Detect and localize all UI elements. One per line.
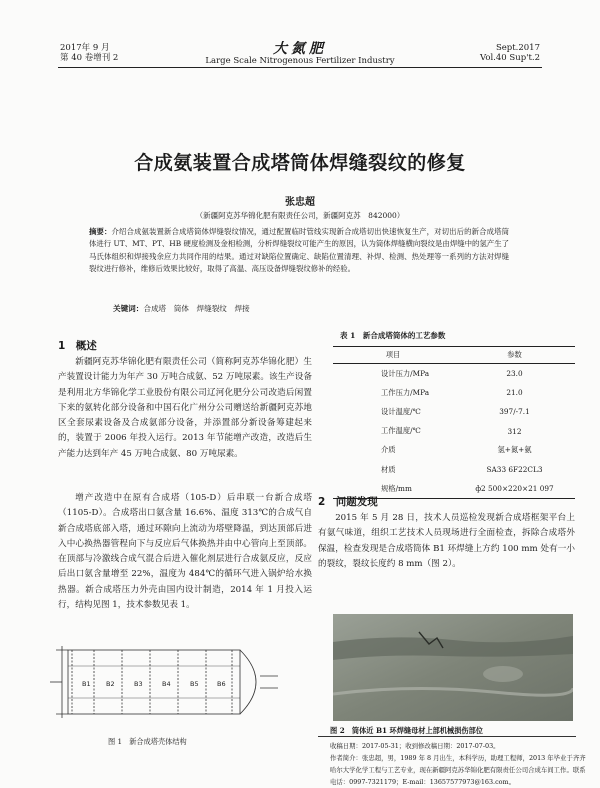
table-cell: 规格/mm xyxy=(333,479,454,499)
section-1-paragraph-1: 新疆阿克苏华锦化肥有限责任公司（简称阿克苏华锦化肥）生产装置设计能力为年产 30 万吨合成氨、52 万吨尿素。该生产设备是利用北方华锦化学工业股份有限公司辽河化肥分公司改造后闲置下来的氨转化部分设备和中国石化广州分公司赠送给新疆阿克苏地区全套尿素设备及合成氨部分设备，并添置部分新设备筹建起来的，装置于 2006 年投入运行。2013 年节能增产改造，改造后生产能力达到年产 45 万吨合成氨、80 万吨尿素。 xyxy=(58,357,312,459)
figure-2-photo xyxy=(333,614,573,721)
issue-date-cn: 2017年 9 月 xyxy=(60,43,110,53)
section-1-heading: 1 概述 xyxy=(58,340,97,352)
author-affiliation: （新疆阿克苏华锦化肥有限责任公司，新疆阿克苏 842000） xyxy=(195,211,405,220)
table-row xyxy=(333,422,575,441)
keywords-label: 关键词： xyxy=(113,304,144,313)
table-cell: ф2 500×220×21 097 xyxy=(454,479,575,499)
table-cell: 氢+氮+氨 xyxy=(497,445,532,455)
table-cell: 23.0 xyxy=(506,369,523,379)
weld-label-b3: B3 xyxy=(134,680,143,688)
paper-title: 合成氨装置合成塔筒体焊缝裂纹的修复 xyxy=(134,152,466,174)
table-cell: 工作压力/MPa xyxy=(381,387,430,397)
weld-label-b4: B4 xyxy=(162,680,171,688)
table-cell: 397/-7.1 xyxy=(499,407,530,417)
weld-label-b6: B6 xyxy=(217,680,226,688)
table-row xyxy=(333,383,575,402)
issue-date-en: Sept.2017 xyxy=(495,43,540,53)
table-row xyxy=(333,441,575,460)
figure-1-caption: 图 1 新合成塔壳体结构 xyxy=(108,737,187,746)
table-cell: 21.0 xyxy=(506,388,523,398)
abstract-text: 介绍合成氨装置新合成塔筒体焊缝裂纹情况，通过配置临时管线实现新合成塔切出快速恢复生产，对切出后的新合成塔筒体进行 UT、MT、PT、HB 硬度检测及金相检测，分析焊缝裂纹可能产生的原因，认为筒体焊缝横向裂纹是由焊缝中的氢产生了马氏体组织和焊接残余应力共同作用的结果。通过对缺陷位置确定、缺陷位置清理、补焊、检测、热处理等一系列的方法对焊缝裂纹进行修补，维修后效果比较好，取得了高温、高压设备焊缝裂纹修补的经验。 xyxy=(89,227,509,274)
table-cell: 介质 xyxy=(381,445,396,455)
table-header-row xyxy=(333,347,575,364)
section-1-paragraph-2: 增产改造中在原有合成塔（105-D）后串联一台新合成塔（1105-D）。合成塔出口氨含量 16.6%、温度 313℃的合成气自新合成塔底部入塔，通过环隙向上流动为塔壁降温，到达顶部后进入中心换热器管程向下与反应后气体换热并由中心管向上至顶部。在顶部与冷激线合成气混合后进入催化剂层进行合成氨反应，反应后出口氨含量增至 22%，温度为 484℃的循环气进入锅炉给水换热器。新合成塔压力外壳由国内设计制造，2014 年 1 月投入运行，结构见图 1，技术参数见表 1。 xyxy=(58,493,312,611)
table-cell: 工作温度/℃ xyxy=(381,426,421,436)
figure-2-caption: 图 2 筒体近 B1 环焊缝母材上部机械损伤部位 xyxy=(330,726,483,735)
table-cell: 设计温度/℃ xyxy=(381,406,421,416)
table-cell: 材质 xyxy=(381,464,396,474)
journal-name-en: Large Scale Nitrogenous Fertilizer Industry xyxy=(205,56,395,66)
abstract xyxy=(89,226,509,276)
section-2-paragraph: 2015 年 5 月 28 日，技术人员巡检发现新合成塔框架平台上有氨气味道，组织工艺技术人员现场进行全面检查，拆除合成塔外保温，检查发现是合成塔筒体 B1 环焊缝上方约 100 mm 处有一小的裂纹，裂纹长度约 8 mm（图 2）。 xyxy=(318,513,575,569)
footnote xyxy=(330,740,588,788)
section-2-heading: 2 问题发现 xyxy=(318,496,378,508)
weld-label-b1: B1 xyxy=(82,680,91,688)
footnote-author-bio: 作者简介：张忠超，男，1989 年 8 月出生，本科学历，助理工程师，2013 年毕业于齐齐哈尔大学化学工程与工艺专业，现在新疆阿克苏华锦化肥有限责任公司合成车间工作。联系电话：0997-7321179；E-mail：13657577973@163.com。 xyxy=(330,754,586,786)
volume-cn: 第 40 卷增刊 2 xyxy=(60,53,119,63)
abstract-label: 摘要： xyxy=(89,227,112,236)
table-cell: 设计压力/MPa xyxy=(381,368,430,378)
table-cell: 312 xyxy=(507,426,522,436)
table-1 xyxy=(333,346,575,499)
table-1-caption: 表 1 新合成塔筒体的工艺参数 xyxy=(340,331,446,340)
table-col-header: 项目 xyxy=(333,347,454,364)
volume-en: Vol.40 Sup't.2 xyxy=(479,53,540,63)
table-cell: SA33 6F22CL3 xyxy=(486,465,543,475)
table-row xyxy=(333,364,575,384)
weld-crack-photo xyxy=(333,614,573,721)
weld-label-b5: B5 xyxy=(190,680,199,688)
table-row xyxy=(333,402,575,421)
journal-logo: 大氮肥 xyxy=(273,41,327,57)
table-row xyxy=(333,460,575,479)
footnote-received: 收稿日期：2017-05-31；收到修改稿日期：2017-07-03。 xyxy=(330,742,500,750)
footnote-rule xyxy=(318,736,576,737)
author-name: 张忠超 xyxy=(285,197,315,208)
header-rule xyxy=(58,67,542,68)
figure-1-drawing xyxy=(42,636,282,728)
keywords xyxy=(113,303,250,314)
keywords-text: 合成塔 筒体 焊缝裂纹 焊接 xyxy=(143,304,250,313)
table-col-header: 参数 xyxy=(454,347,575,364)
weld-label-b2: B2 xyxy=(106,680,115,688)
